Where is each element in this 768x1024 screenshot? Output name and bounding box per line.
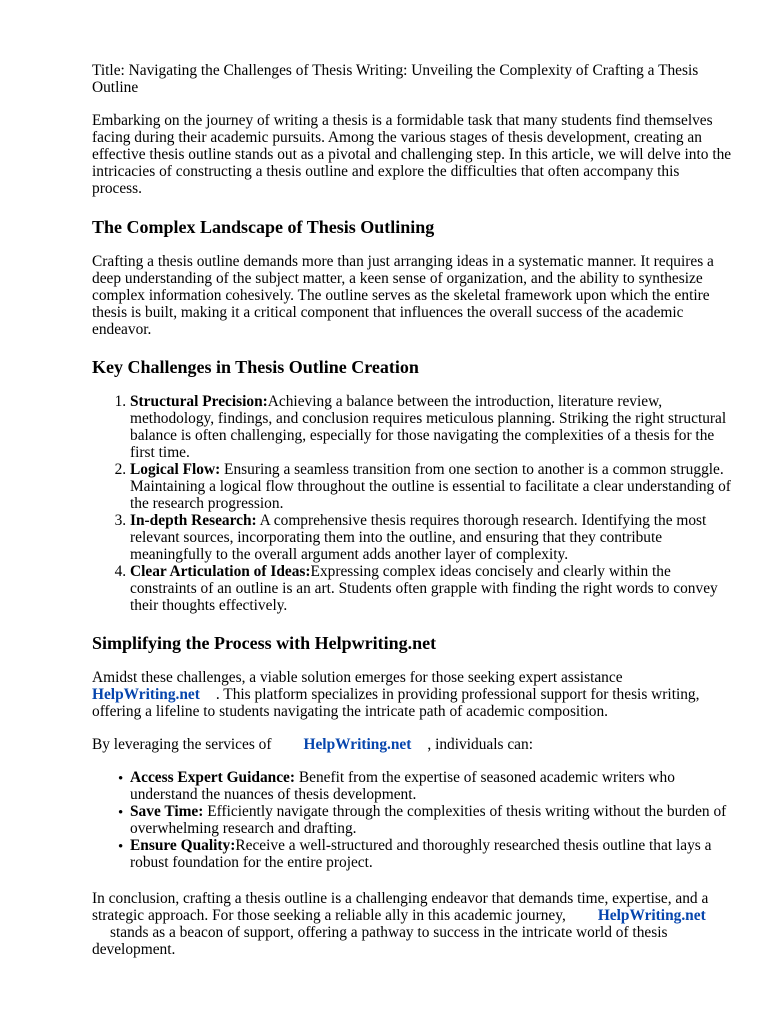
list-item-term: Access Expert Guidance: [130, 769, 295, 786]
list-item [118, 769, 732, 803]
list-item-term: Ensure Quality: [130, 837, 236, 854]
challenges-list [92, 393, 732, 614]
section-heading-key-challenges: Key Challenges in Thesis Outline Creation [92, 357, 419, 377]
list-item-text: Receive a well-structured and thoroughly researched thesis outline that lays a robust foundation for the entire project. [130, 837, 712, 871]
list-item-term: Clear Articulation of Ideas: [130, 563, 311, 580]
list-item-text: A comprehensive thesis requires thorough research. Identifying the most relevant sources, incorporating them into the outline, and ensuring that they contribute meaningfully to the overall argument adds another layer of complexity. [130, 512, 707, 563]
list-item [130, 393, 732, 461]
conclusion-paragraph [92, 890, 732, 958]
paragraph-text: stands as a beacon of support, offering a pathway to success in the intricate world of thesis development. [92, 924, 668, 958]
intro-paragraph: Embarking on the journey of writing a thesis is a formidable task that many students find themselves facing during their academic pursuits. Among the various stages of thesis development, creating an effective thesis outline stands out as a pivotal and challenging step. In this article, we will delve into the intricacies of constructing a thesis outline and explore the difficulties that often accompany this process. [92, 112, 732, 197]
section-heading-complex-landscape: The Complex Landscape of Thesis Outlining [92, 217, 435, 237]
complex-landscape-paragraph: Crafting a thesis outline demands more than just arranging ideas in a systematic manner. It requires a deep understanding of the subject matter, a keen sense of organization, and the ability to synthesize complex information cohesively. The outline serves as the skeletal framework upon which the entire thesis is built, making it a critical component that influences the overall success of the academic endeavor. [92, 253, 714, 338]
list-item [130, 512, 732, 563]
list-item-term: In-depth Research: [130, 512, 257, 529]
list-item-text: Ensuring a seamless transition from one section to another is a common struggle. Maintaining a logical flow throughout the outline is essential to facilitate a clear understanding of the research progression. [130, 461, 731, 512]
document-page [92, 62, 732, 958]
helpwriting-link[interactable]: HelpWriting.net [303, 736, 412, 753]
bullet-icon: • [118, 771, 124, 787]
list-item-text: Efficiently navigate through the complexities of thesis writing without the burden of overwhelming research and drafting. [130, 803, 727, 837]
list-item [130, 461, 732, 512]
list-item-text: Benefit from the expertise of seasoned academic writers who understand the nuances of thesis development. [130, 769, 675, 803]
paragraph-text: By leveraging the services of [92, 736, 272, 753]
paragraph-text: Amidst these challenges, a viable solution emerges for those seeking expert assistance [92, 669, 623, 686]
helpwriting-paragraph [92, 669, 732, 720]
paragraph-text: , individuals can: [427, 736, 533, 753]
helpwriting-link[interactable]: HelpWriting.net [92, 686, 200, 703]
section-heading-simplifying: Simplifying the Process with Helpwriting.net [92, 633, 437, 653]
list-item-term: Structural Precision: [130, 393, 268, 410]
list-item-term: Save Time: [130, 803, 204, 820]
list-item [118, 837, 732, 871]
list-item [130, 563, 732, 614]
list-item [118, 803, 732, 837]
list-item-text: Achieving a balance between the introduction, literature review, methodology, findings, and conclusion requires meticulous planning. Striking the right structural balance is often challenging, especially for those navigating the complexities of a thesis for the first time. [130, 393, 727, 461]
list-item-text: Expressing complex ideas concisely and clearly within the constraints of an outline is an art. Students often grapple with finding the right words to convey their thoughts effectively. [130, 563, 718, 614]
bullet-icon: • [118, 805, 124, 821]
document-title: Title: Navigating the Challenges of Thesis Writing: Unveiling the Complexity of Crafting a Thesis Outline [92, 62, 699, 96]
benefits-list [92, 769, 732, 871]
list-item-term: Logical Flow: [130, 461, 221, 478]
helpwriting-link[interactable]: HelpWriting.net [597, 907, 706, 924]
paragraph-text: In conclusion, crafting a thesis outline is a challenging endeavor that demands time, expertise, and a strategic approach. For those seeking a reliable ally in this academic journey, [92, 890, 709, 924]
leverage-paragraph [92, 736, 732, 753]
paragraph-text: . This platform specializes in providing professional support for thesis writing, offering a lifeline to students navigating the intricate path of academic composition. [92, 686, 700, 720]
bullet-icon: • [118, 839, 124, 855]
